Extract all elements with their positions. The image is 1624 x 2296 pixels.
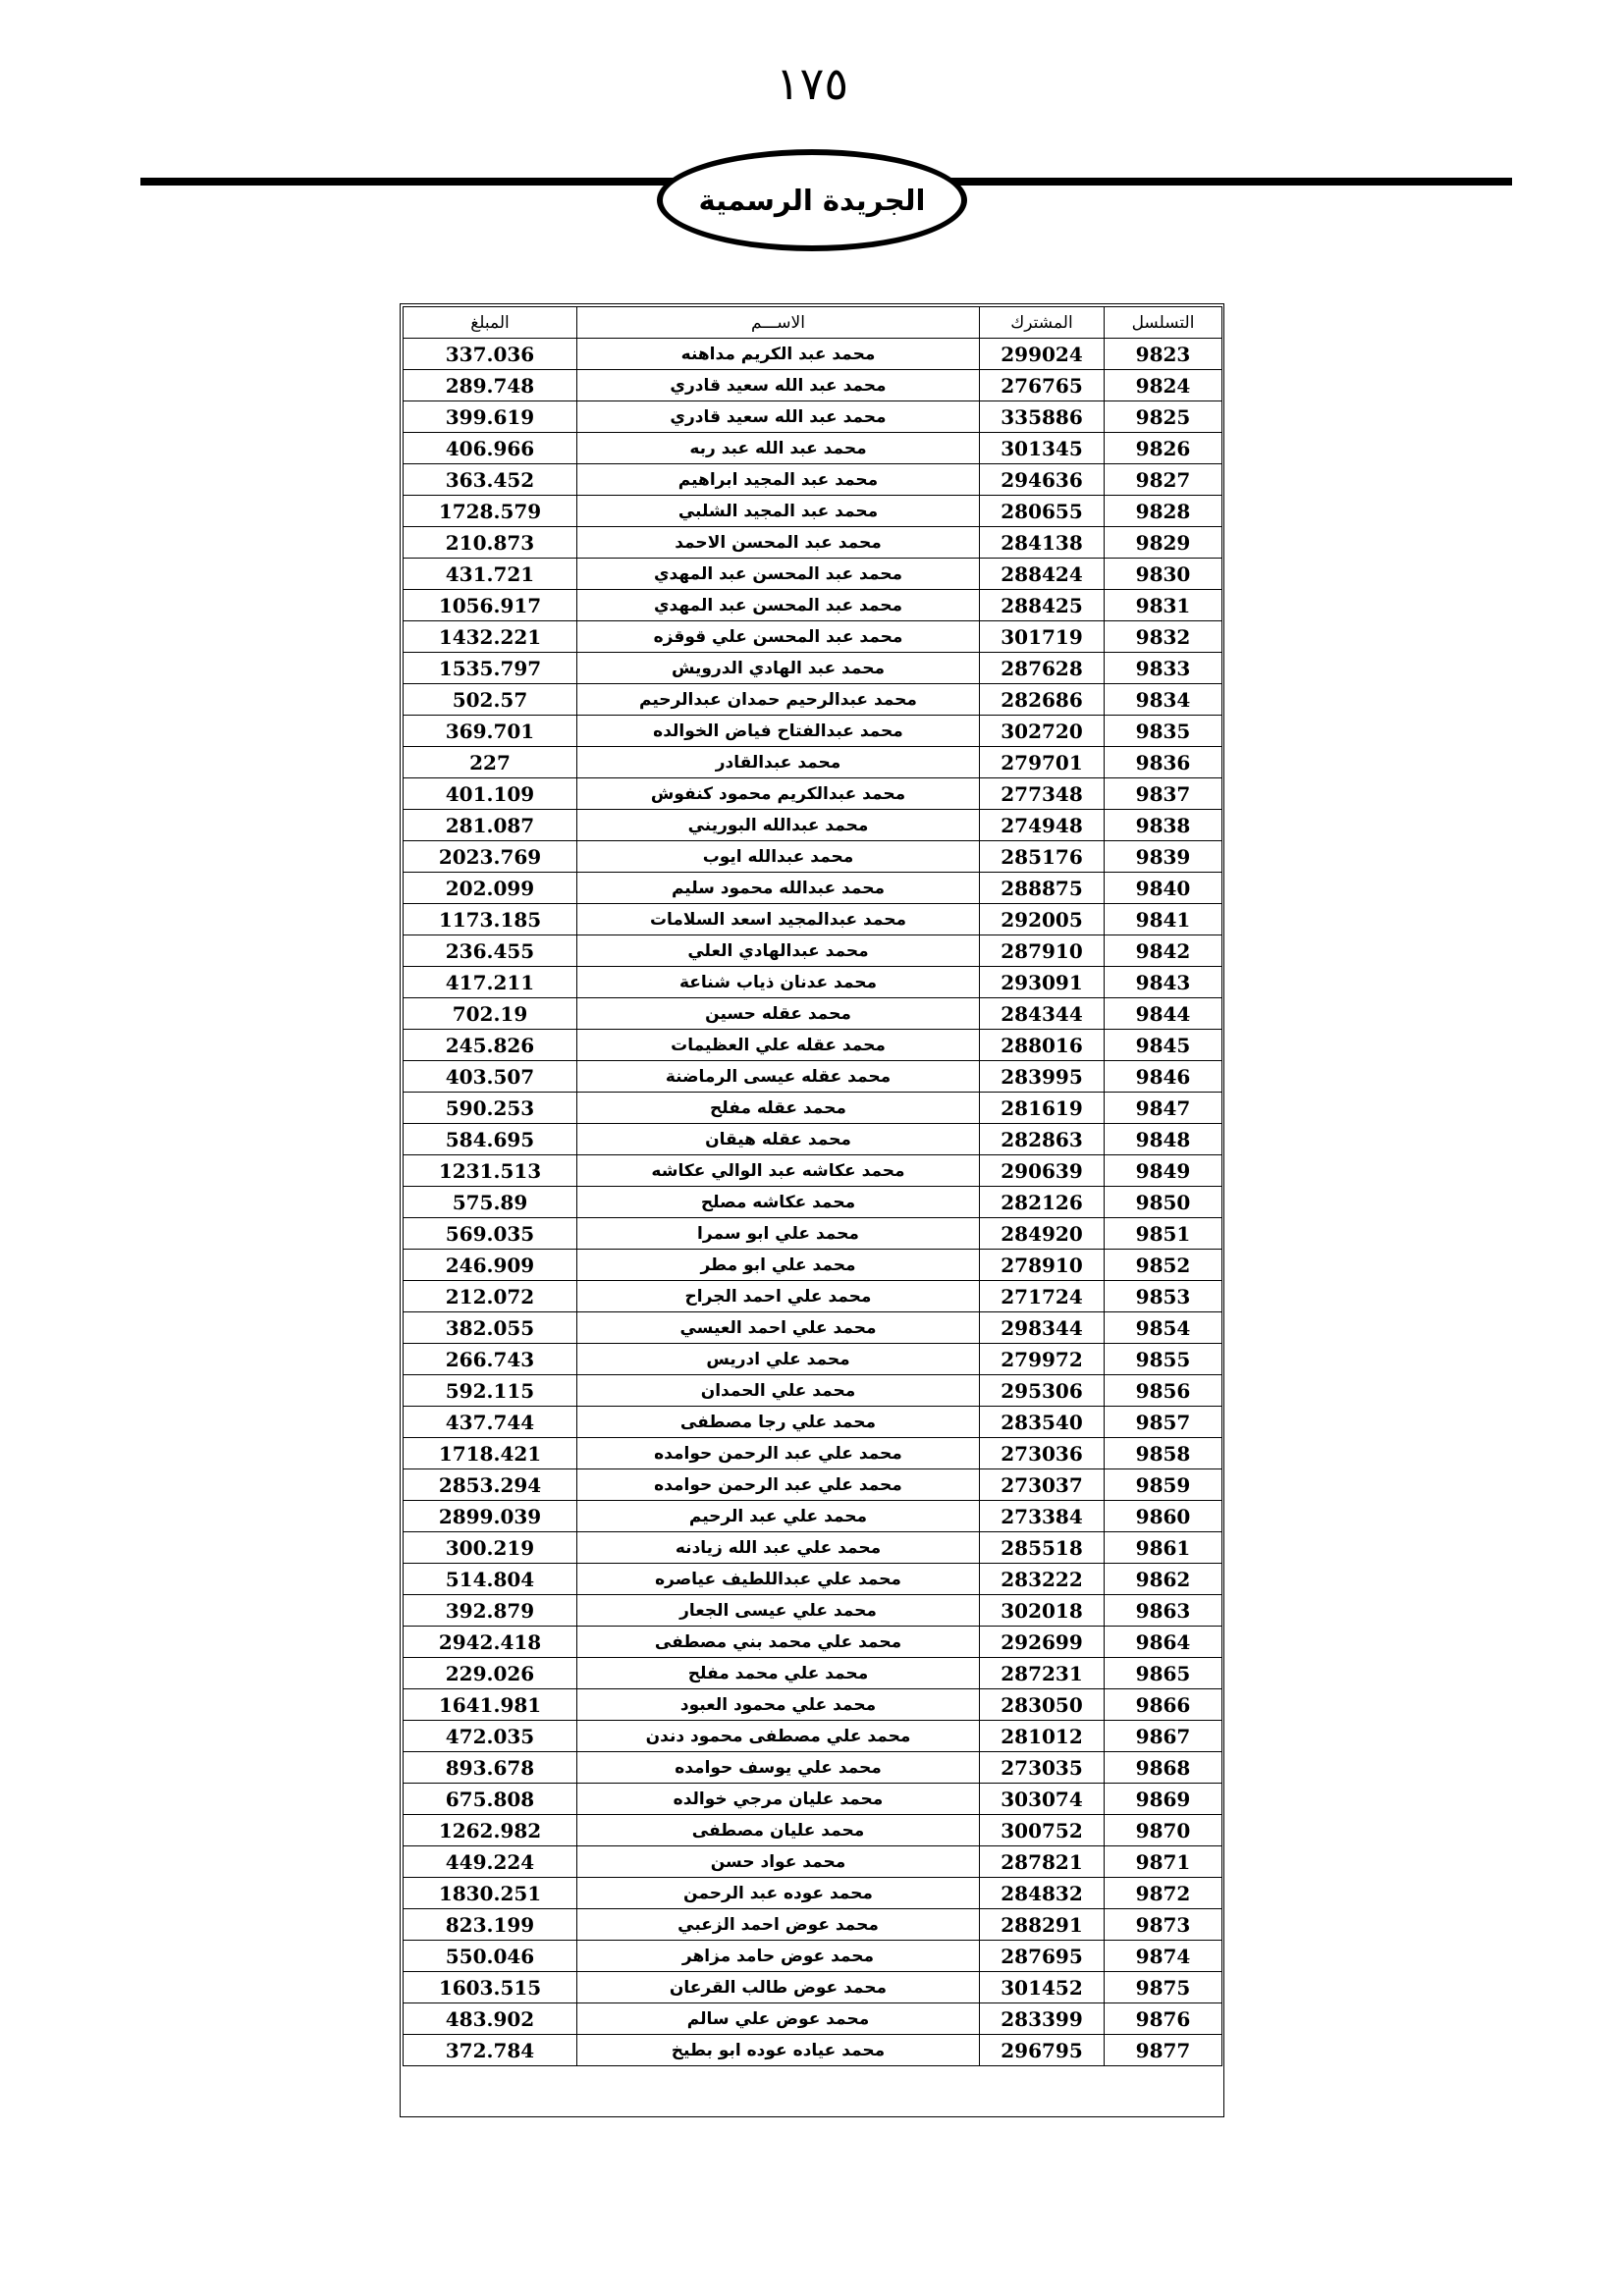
cell-name: محمد عبدالمجيد اسعد السلامات — [577, 904, 980, 935]
cell-serial: 9827 — [1105, 464, 1222, 496]
cell-name: محمد عوض حامد مزاهر — [577, 1941, 980, 1972]
cell-amount: 372.784 — [404, 2035, 577, 2066]
cell-serial: 9872 — [1105, 1878, 1222, 1909]
cell-name: محمد علي رجا مصطفى — [577, 1407, 980, 1438]
cell-amount: 575.89 — [404, 1187, 577, 1218]
cell-subscriber: 302018 — [980, 1595, 1105, 1627]
cell-amount: 431.721 — [404, 559, 577, 590]
table-row — [404, 1564, 1222, 1595]
cell-serial: 9856 — [1105, 1375, 1222, 1407]
header-amount: المبلغ — [404, 307, 577, 339]
cell-amount: 2899.039 — [404, 1501, 577, 1532]
cell-subscriber: 284138 — [980, 527, 1105, 559]
table-row — [404, 967, 1222, 998]
table-row — [404, 2035, 1222, 2066]
cell-subscriber: 282126 — [980, 1187, 1105, 1218]
table-row — [404, 1250, 1222, 1281]
cell-subscriber: 283399 — [980, 2003, 1105, 2035]
table-row — [404, 527, 1222, 559]
cell-serial: 9836 — [1105, 747, 1222, 778]
cell-subscriber: 271724 — [980, 1281, 1105, 1312]
cell-subscriber: 273035 — [980, 1752, 1105, 1784]
cell-amount: 246.909 — [404, 1250, 577, 1281]
cell-amount: 449.224 — [404, 1846, 577, 1878]
table-row — [404, 1784, 1222, 1815]
cell-amount: 569.035 — [404, 1218, 577, 1250]
cell-amount: 369.701 — [404, 716, 577, 747]
cell-name: محمد عقله مفلح — [577, 1093, 980, 1124]
cell-amount: 502.57 — [404, 684, 577, 716]
table-row — [404, 1093, 1222, 1124]
cell-amount: 893.678 — [404, 1752, 577, 1784]
cell-serial: 9868 — [1105, 1752, 1222, 1784]
cell-amount: 202.099 — [404, 873, 577, 904]
cell-amount: 472.035 — [404, 1721, 577, 1752]
cell-subscriber: 278910 — [980, 1250, 1105, 1281]
table-row — [404, 401, 1222, 433]
cell-name: محمد عبدالكريم محمود كنفوش — [577, 778, 980, 810]
cell-serial: 9833 — [1105, 653, 1222, 684]
cell-subscriber: 284920 — [980, 1218, 1105, 1250]
table-row — [404, 1155, 1222, 1187]
table-row — [404, 1281, 1222, 1312]
cell-subscriber: 283540 — [980, 1407, 1105, 1438]
cell-serial: 9871 — [1105, 1846, 1222, 1878]
cell-serial: 9844 — [1105, 998, 1222, 1030]
cell-subscriber: 287628 — [980, 653, 1105, 684]
cell-amount: 592.115 — [404, 1375, 577, 1407]
cell-amount: 229.026 — [404, 1658, 577, 1689]
cell-serial: 9826 — [1105, 433, 1222, 464]
cell-serial: 9855 — [1105, 1344, 1222, 1375]
cell-subscriber: 279701 — [980, 747, 1105, 778]
cell-subscriber: 277348 — [980, 778, 1105, 810]
cell-subscriber: 280655 — [980, 496, 1105, 527]
cell-subscriber: 285176 — [980, 841, 1105, 873]
cell-serial: 9829 — [1105, 527, 1222, 559]
table-row — [404, 1501, 1222, 1532]
table-row — [404, 1030, 1222, 1061]
cell-serial: 9830 — [1105, 559, 1222, 590]
table-row — [404, 998, 1222, 1030]
table-header-row — [404, 307, 1222, 339]
cell-name: محمد عكاشه عبد الوالي عكاشه — [577, 1155, 980, 1187]
cell-name: محمد عبد المحسن الاحمد — [577, 527, 980, 559]
cell-amount: 483.902 — [404, 2003, 577, 2035]
cell-amount: 212.072 — [404, 1281, 577, 1312]
cell-name: محمد علي عبد الله زيادنه — [577, 1532, 980, 1564]
cell-name: محمد عليان مصطفى — [577, 1815, 980, 1846]
table-row — [404, 841, 1222, 873]
cell-serial: 9846 — [1105, 1061, 1222, 1093]
cell-serial: 9839 — [1105, 841, 1222, 873]
header-subscriber: المشترك — [980, 307, 1105, 339]
table-row — [404, 1721, 1222, 1752]
cell-subscriber: 287910 — [980, 935, 1105, 967]
cell-amount: 1830.251 — [404, 1878, 577, 1909]
cell-name: محمد عبدالفتاح فياض الخوالده — [577, 716, 980, 747]
cell-amount: 514.804 — [404, 1564, 577, 1595]
cell-subscriber: 283995 — [980, 1061, 1105, 1093]
table-row — [404, 747, 1222, 778]
cell-serial: 9831 — [1105, 590, 1222, 621]
cell-subscriber: 301345 — [980, 433, 1105, 464]
table-row — [404, 590, 1222, 621]
cell-subscriber: 302720 — [980, 716, 1105, 747]
cell-name: محمد علي يوسف حوامده — [577, 1752, 980, 1784]
cell-amount: 1535.797 — [404, 653, 577, 684]
table-row — [404, 496, 1222, 527]
cell-subscriber: 279972 — [980, 1344, 1105, 1375]
cell-name: محمد علي عبد الرحيم — [577, 1501, 980, 1532]
table-row — [404, 339, 1222, 370]
cell-serial: 9852 — [1105, 1250, 1222, 1281]
cell-subscriber: 288016 — [980, 1030, 1105, 1061]
cell-subscriber: 282863 — [980, 1124, 1105, 1155]
cell-name: محمد عبدالقادر — [577, 747, 980, 778]
cell-amount: 1432.221 — [404, 621, 577, 653]
cell-subscriber: 281012 — [980, 1721, 1105, 1752]
cell-amount: 437.744 — [404, 1407, 577, 1438]
cell-name: محمد عبد الله عبد ربه — [577, 433, 980, 464]
cell-amount: 210.873 — [404, 527, 577, 559]
table-body — [404, 339, 1222, 2066]
cell-serial: 9876 — [1105, 2003, 1222, 2035]
cell-subscriber: 299024 — [980, 339, 1105, 370]
cell-name: محمد عبدالرحيم حمدان عبدالرحيم — [577, 684, 980, 716]
cell-name: محمد عقله عيسى الرماضنة — [577, 1061, 980, 1093]
cell-serial: 9862 — [1105, 1564, 1222, 1595]
table-row — [404, 810, 1222, 841]
table-row — [404, 1878, 1222, 1909]
table-row — [404, 1627, 1222, 1658]
table-row — [404, 464, 1222, 496]
cell-serial: 9874 — [1105, 1941, 1222, 1972]
cell-subscriber: 284344 — [980, 998, 1105, 1030]
cell-serial: 9869 — [1105, 1784, 1222, 1815]
cell-serial: 9853 — [1105, 1281, 1222, 1312]
table-row — [404, 1218, 1222, 1250]
cell-amount: 245.826 — [404, 1030, 577, 1061]
table-row — [404, 1124, 1222, 1155]
cell-amount: 281.087 — [404, 810, 577, 841]
cell-amount: 1728.579 — [404, 496, 577, 527]
cell-name: محمد علي محمد بني مصطفى — [577, 1627, 980, 1658]
cell-subscriber: 273037 — [980, 1469, 1105, 1501]
table-row — [404, 370, 1222, 401]
cell-name: محمد علي ابو سمرا — [577, 1218, 980, 1250]
cell-serial: 9854 — [1105, 1312, 1222, 1344]
table-row — [404, 559, 1222, 590]
cell-subscriber: 294636 — [980, 464, 1105, 496]
cell-serial: 9823 — [1105, 339, 1222, 370]
cell-subscriber: 296795 — [980, 2035, 1105, 2066]
table-row — [404, 684, 1222, 716]
cell-name: محمد عبد المجيد الشلبي — [577, 496, 980, 527]
cell-amount: 300.219 — [404, 1532, 577, 1564]
cell-amount: 399.619 — [404, 401, 577, 433]
cell-serial: 9865 — [1105, 1658, 1222, 1689]
cell-name: محمد علي مصطفى محمود دندن — [577, 1721, 980, 1752]
table-row — [404, 621, 1222, 653]
cell-subscriber: 283222 — [980, 1564, 1105, 1595]
cell-amount: 2023.769 — [404, 841, 577, 873]
table-row — [404, 1595, 1222, 1627]
cell-amount: 266.743 — [404, 1344, 577, 1375]
table-row — [404, 1469, 1222, 1501]
cell-amount: 236.455 — [404, 935, 577, 967]
cell-amount: 1056.917 — [404, 590, 577, 621]
cell-subscriber: 273036 — [980, 1438, 1105, 1469]
cell-amount: 550.046 — [404, 1941, 577, 1972]
title-oval — [657, 149, 967, 251]
cell-subscriber: 288425 — [980, 590, 1105, 621]
cell-serial: 9877 — [1105, 2035, 1222, 2066]
cell-subscriber: 298344 — [980, 1312, 1105, 1344]
cell-name: محمد عواد حسن — [577, 1846, 980, 1878]
cell-name: محمد عدنان ذياب شناعة — [577, 967, 980, 998]
cell-serial: 9834 — [1105, 684, 1222, 716]
cell-name: محمد عياده عوده ابو بطيخ — [577, 2035, 980, 2066]
cell-amount: 1641.981 — [404, 1689, 577, 1721]
cell-name: محمد عبدالهادي العلي — [577, 935, 980, 967]
cell-name: محمد عبد الله سعيد قادري — [577, 401, 980, 433]
cell-amount: 337.036 — [404, 339, 577, 370]
cell-serial: 9841 — [1105, 904, 1222, 935]
cell-subscriber: 288875 — [980, 873, 1105, 904]
page-number: ١٧٥ — [775, 57, 849, 110]
cell-amount: 823.199 — [404, 1909, 577, 1941]
cell-subscriber: 273384 — [980, 1501, 1105, 1532]
cell-name: محمد عبد الله سعيد قادري — [577, 370, 980, 401]
header-serial: التسلسل — [1105, 307, 1222, 339]
cell-amount: 227 — [404, 747, 577, 778]
cell-name: محمد عبدالله البوريني — [577, 810, 980, 841]
table-row — [404, 1909, 1222, 1941]
cell-subscriber: 276765 — [980, 370, 1105, 401]
cell-serial: 9832 — [1105, 621, 1222, 653]
cell-serial: 9875 — [1105, 1972, 1222, 2003]
cell-subscriber: 301452 — [980, 1972, 1105, 2003]
cell-amount: 590.253 — [404, 1093, 577, 1124]
cell-subscriber: 285518 — [980, 1532, 1105, 1564]
cell-name: محمد علي عبداللطيف عياصره — [577, 1564, 980, 1595]
cell-serial: 9857 — [1105, 1407, 1222, 1438]
cell-amount: 2853.294 — [404, 1469, 577, 1501]
cell-serial: 9824 — [1105, 370, 1222, 401]
cell-amount: 1718.421 — [404, 1438, 577, 1469]
cell-name: محمد عبدالله ايوب — [577, 841, 980, 873]
table-row — [404, 1344, 1222, 1375]
cell-serial: 9851 — [1105, 1218, 1222, 1250]
cell-subscriber: 287821 — [980, 1846, 1105, 1878]
cell-amount: 289.748 — [404, 370, 577, 401]
cell-name: محمد علي احمد الجراح — [577, 1281, 980, 1312]
cell-name: محمد عليان مرجي خوالده — [577, 1784, 980, 1815]
table-row — [404, 904, 1222, 935]
cell-subscriber: 283050 — [980, 1689, 1105, 1721]
cell-amount: 702.19 — [404, 998, 577, 1030]
table-row — [404, 873, 1222, 904]
table-row — [404, 1658, 1222, 1689]
header-name: الاســـم — [577, 307, 980, 339]
cell-serial: 9825 — [1105, 401, 1222, 433]
cell-subscriber: 281619 — [980, 1093, 1105, 1124]
page-title: الجريدة الرسمية — [698, 184, 926, 217]
cell-name: محمد عقله هيقان — [577, 1124, 980, 1155]
cell-name: محمد عبد المجيد ابراهيم — [577, 464, 980, 496]
cell-subscriber: 295306 — [980, 1375, 1105, 1407]
cell-subscriber: 287231 — [980, 1658, 1105, 1689]
cell-name: محمد عبد الكريم مداهنه — [577, 339, 980, 370]
cell-serial: 9860 — [1105, 1501, 1222, 1532]
cell-name: محمد عقله علي العظيمات — [577, 1030, 980, 1061]
cell-subscriber: 288291 — [980, 1909, 1105, 1941]
cell-amount: 392.879 — [404, 1595, 577, 1627]
cell-name: محمد عوده عبد الرحمن — [577, 1878, 980, 1909]
cell-name: محمد عبد الهادي الدرويش — [577, 653, 980, 684]
cell-amount: 382.055 — [404, 1312, 577, 1344]
table-row — [404, 433, 1222, 464]
cell-subscriber: 300752 — [980, 1815, 1105, 1846]
cell-subscriber: 292005 — [980, 904, 1105, 935]
cell-amount: 406.966 — [404, 433, 577, 464]
cell-subscriber: 287695 — [980, 1941, 1105, 1972]
cell-subscriber: 292699 — [980, 1627, 1105, 1658]
cell-serial: 9859 — [1105, 1469, 1222, 1501]
cell-serial: 9864 — [1105, 1627, 1222, 1658]
cell-serial: 9845 — [1105, 1030, 1222, 1061]
cell-subscriber: 290639 — [980, 1155, 1105, 1187]
cell-amount: 2942.418 — [404, 1627, 577, 1658]
cell-amount: 1173.185 — [404, 904, 577, 935]
cell-amount: 1603.515 — [404, 1972, 577, 2003]
cell-name: محمد علي عبد الرحمن حوامده — [577, 1469, 980, 1501]
cell-name: محمد عوض علي سالم — [577, 2003, 980, 2035]
table-row — [404, 1407, 1222, 1438]
cell-amount: 363.452 — [404, 464, 577, 496]
table-row — [404, 1941, 1222, 1972]
cell-name: محمد علي محمود العبود — [577, 1689, 980, 1721]
table-row — [404, 716, 1222, 747]
table-row — [404, 935, 1222, 967]
cell-amount: 401.109 — [404, 778, 577, 810]
table-row — [404, 1972, 1222, 2003]
table-row — [404, 653, 1222, 684]
cell-name: محمد عقله حسين — [577, 998, 980, 1030]
cell-amount: 1262.982 — [404, 1815, 577, 1846]
cell-name: محمد علي احمد العيسي — [577, 1312, 980, 1344]
table-row — [404, 1815, 1222, 1846]
cell-name: محمد عكاشه مصلح — [577, 1187, 980, 1218]
cell-serial: 9828 — [1105, 496, 1222, 527]
cell-serial: 9843 — [1105, 967, 1222, 998]
cell-serial: 9850 — [1105, 1187, 1222, 1218]
table-row — [404, 1532, 1222, 1564]
table-row — [404, 1438, 1222, 1469]
table-row — [404, 1689, 1222, 1721]
cell-serial: 9840 — [1105, 873, 1222, 904]
cell-amount: 675.808 — [404, 1784, 577, 1815]
table-row — [404, 1375, 1222, 1407]
cell-subscriber: 293091 — [980, 967, 1105, 998]
cell-serial: 9873 — [1105, 1909, 1222, 1941]
table-row — [404, 2003, 1222, 2035]
table-row — [404, 1061, 1222, 1093]
cell-serial: 9866 — [1105, 1689, 1222, 1721]
table-row — [404, 1187, 1222, 1218]
cell-name: محمد علي عبد الرحمن حوامده — [577, 1438, 980, 1469]
cell-serial: 9837 — [1105, 778, 1222, 810]
cell-name: محمد عبد المحسن علي قوقزه — [577, 621, 980, 653]
cell-subscriber: 274948 — [980, 810, 1105, 841]
cell-name: محمد علي الحمدان — [577, 1375, 980, 1407]
cell-name: محمد عبدالله محمود سليم — [577, 873, 980, 904]
cell-serial: 9835 — [1105, 716, 1222, 747]
cell-serial: 9848 — [1105, 1124, 1222, 1155]
table-row — [404, 1312, 1222, 1344]
cell-amount: 403.507 — [404, 1061, 577, 1093]
cell-name: محمد عوض طالب القرعان — [577, 1972, 980, 2003]
subscriber-table — [403, 306, 1222, 2066]
cell-name: محمد علي ابو مطر — [577, 1250, 980, 1281]
cell-subscriber: 288424 — [980, 559, 1105, 590]
cell-subscriber: 335886 — [980, 401, 1105, 433]
cell-name: محمد عوض احمد الزعبي — [577, 1909, 980, 1941]
cell-subscriber: 301719 — [980, 621, 1105, 653]
cell-serial: 9867 — [1105, 1721, 1222, 1752]
cell-subscriber: 284832 — [980, 1878, 1105, 1909]
table-row — [404, 1846, 1222, 1878]
cell-serial: 9861 — [1105, 1532, 1222, 1564]
cell-serial: 9838 — [1105, 810, 1222, 841]
cell-subscriber: 282686 — [980, 684, 1105, 716]
cell-name: محمد علي محمد مفلح — [577, 1658, 980, 1689]
table-row — [404, 778, 1222, 810]
cell-serial: 9849 — [1105, 1155, 1222, 1187]
cell-subscriber: 303074 — [980, 1784, 1105, 1815]
cell-amount: 584.695 — [404, 1124, 577, 1155]
cell-name: محمد علي عيسى الجعار — [577, 1595, 980, 1627]
cell-amount: 417.211 — [404, 967, 577, 998]
cell-name: محمد علي ادريس — [577, 1344, 980, 1375]
cell-name: محمد عبد المحسن عبد المهدي — [577, 590, 980, 621]
cell-serial: 9858 — [1105, 1438, 1222, 1469]
cell-serial: 9847 — [1105, 1093, 1222, 1124]
cell-name: محمد عبد المحسن عبد المهدي — [577, 559, 980, 590]
cell-serial: 9863 — [1105, 1595, 1222, 1627]
table-row — [404, 1752, 1222, 1784]
cell-amount: 1231.513 — [404, 1155, 577, 1187]
cell-serial: 9842 — [1105, 935, 1222, 967]
cell-serial: 9870 — [1105, 1815, 1222, 1846]
